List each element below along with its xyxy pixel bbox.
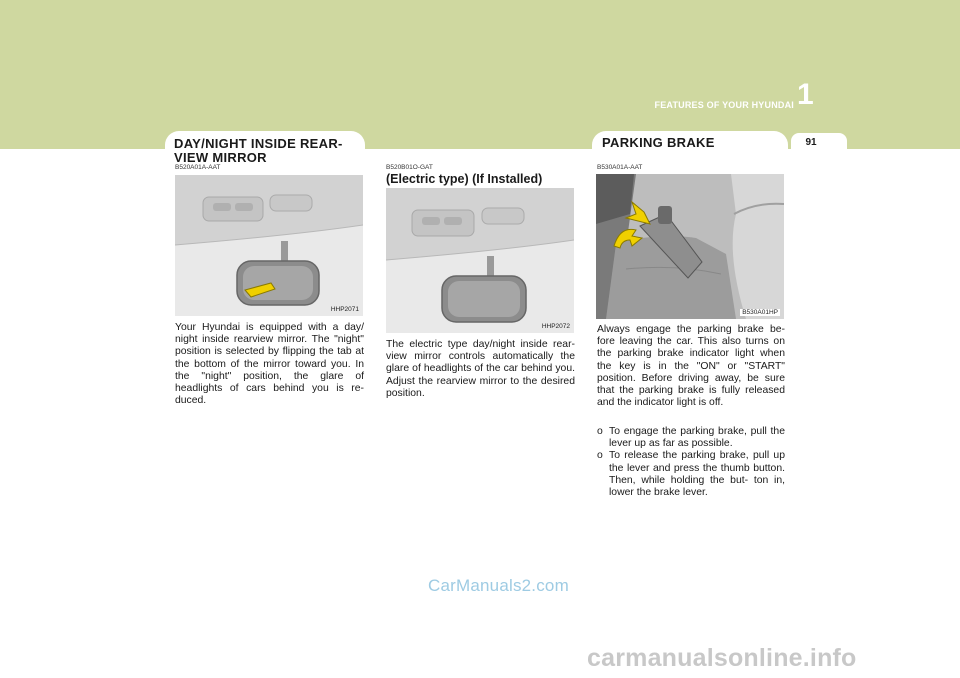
parking-brake-illustration (596, 174, 784, 319)
mirror-figure (175, 175, 363, 316)
watermark-carmanualsonline[interactable]: carmanualsonline.info (587, 644, 857, 672)
rearview-mirror-illustration (175, 175, 363, 316)
figure-label: HHP2072 (541, 323, 570, 330)
parking-brake-body-text: Always engage the parking brake be- fore leaving the car. This also turns on the parking brake indicator light when the key is in the "ON" or "START" position. Before driving away, be sure that the parking brake is fully released and the indicator light is off. (597, 324, 785, 409)
section-title-line2: VIEW MIRROR (174, 150, 267, 165)
list-item (597, 426, 785, 450)
section-code: B520B01O-GAT (386, 164, 433, 171)
subheading-electric-type: (Electric type) (If Installed) (386, 172, 543, 186)
electric-mirror-body-text: The electric type day/night inside rear- view mirror controls automatically the glare of headlights of the car behind you. Adjust the rearview mirror to the desired position. (386, 339, 575, 399)
figure-label: B530A01HP (742, 309, 778, 316)
section-title-parking-brake: PARKING BRAKE (602, 135, 715, 150)
figure-label: HHP2071 (330, 306, 359, 313)
page-number: 91 (805, 137, 817, 148)
section-code: B520A01A-AAT (175, 164, 221, 171)
electric-mirror-figure (386, 188, 574, 333)
list-item (597, 450, 785, 499)
bullet-text: To engage the parking brake, pull the lever up as far as possible. (609, 426, 785, 450)
chapter-title: FEATURES OF YOUR HYUNDAI (654, 100, 794, 110)
electric-mirror-illustration (386, 188, 574, 333)
parking-brake-figure (596, 174, 784, 319)
bullet-text: To release the parking brake, pull up the lever and press the thumb button. Then, while holding the but- ton in, lower the brake lever. (609, 450, 785, 499)
header-band (0, 0, 960, 149)
section-code: B530A01A-AAT (597, 164, 643, 171)
bullet-mark: o (597, 426, 603, 437)
mirror-body-text: Your Hyundai is equipped with a day/ night inside rearview mirror. The "night" position is selected by flipping the tab at the bottom of the mirror toward you. In the "night" position, the glare of headlights of cars behind you is re- duced. (175, 322, 364, 407)
bullet-mark: o (597, 450, 603, 462)
watermark-carmanuals2[interactable]: CarManuals2.com (428, 576, 569, 595)
section-title-mirror (174, 137, 343, 165)
parking-brake-instructions (597, 426, 785, 499)
section-title-line1: DAY/NIGHT INSIDE REAR- (174, 136, 343, 151)
chapter-number: 1 (797, 78, 814, 111)
